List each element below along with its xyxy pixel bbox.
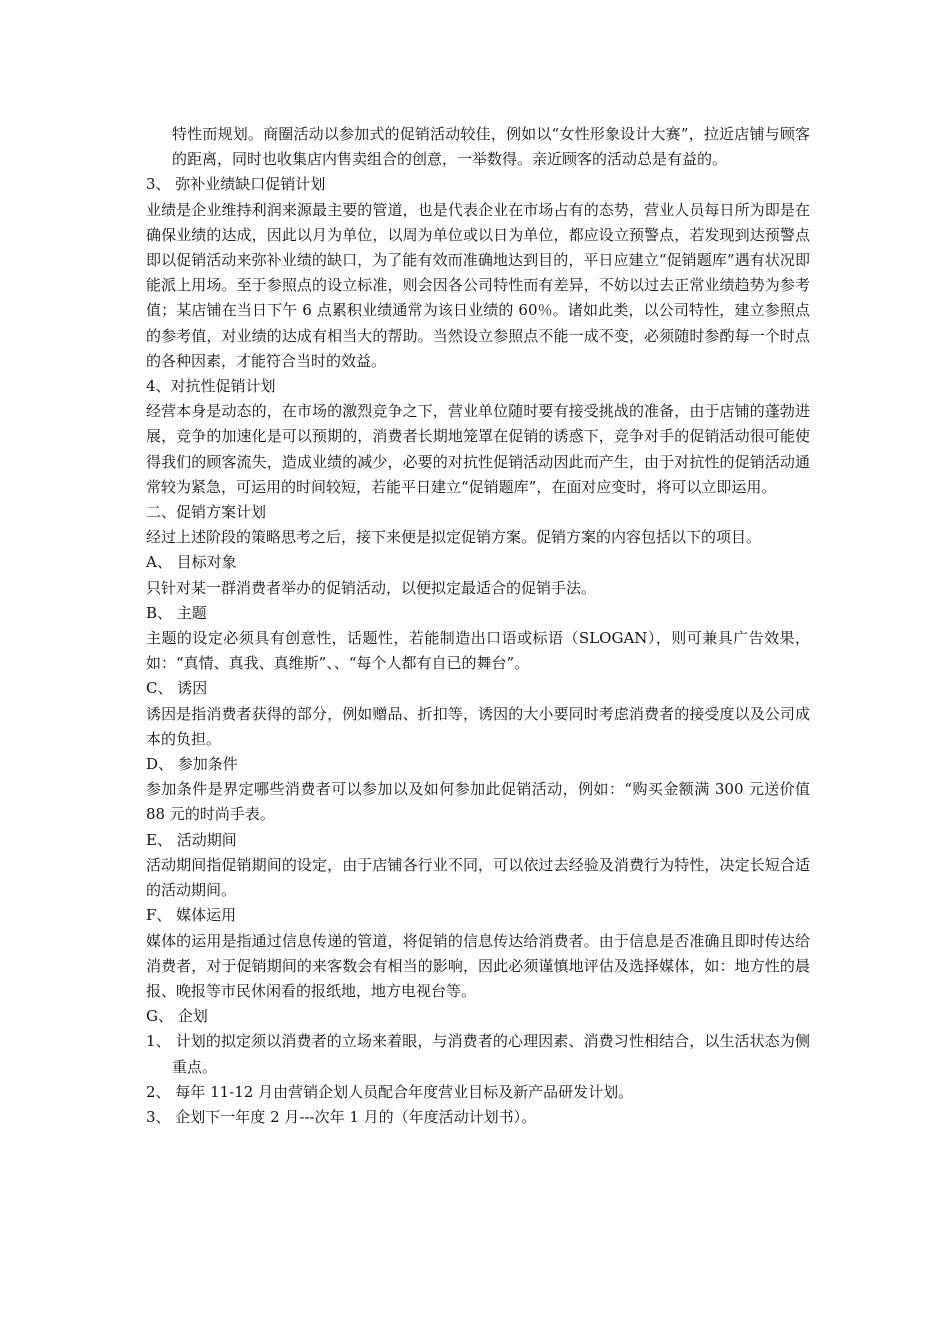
heading-a-target: A、 目标对象: [146, 553, 237, 572]
paragraph-f-media: 媒体的运用是指通过信息传递的管道，将促销的信息传达给消费者。由于信息是否准确且即时传达给消费者，对于促销期间的来客数会有相当的影响，因此必须谨慎地评估及选择媒体，如：地方性的晨报、晚报等市民休闲看的报纸地，地方电视台等。: [146, 931, 810, 1000]
paragraph-a-target: 只针对某一群消费者举办的促销活动，以便拟定最适合的促销手法。: [146, 578, 597, 597]
list-item-2: 2、 每年 11-12 月由营销企划人员配合年度营业目标及新产品研发计划。: [146, 1082, 634, 1101]
heading-f-media: F、 媒体运用: [146, 906, 237, 925]
heading-e-period: E、 活动期间: [146, 830, 237, 849]
list-item-3: 3、 企划下一年度 2 月---次年 1 月的（年度活动计划书）。: [146, 1107, 537, 1126]
heading-b-theme: B、 主题: [146, 603, 207, 622]
heading-promotion-plan: 二、促销方案计划: [146, 503, 267, 522]
heading-g-planning: G、 企划: [146, 1007, 208, 1026]
paragraph-gap-promotion: 业绩是企业维持利润来源最主要的管道，也是代表企业在市场占有的态势，营业人员每日所为即是在确保业绩的达成，因此以月为单位，以周为单位或以日为单位，都应设立预警点，若发现到达预警点即以促销活动来弥补业绩的缺口，为了能有效而准确地达到目的，平日应建立“促销题库”遇有状况即能派上用场。至于参照点的设立标准，则会因各公司特性而有差异，不妨以过去正常业绩趋势为参考值；某店铺在当日下午 6 点累积业绩通常为该日业绩的 60％。诸如此类，以公司特性，建立参照点的参考值，对业绩的达成有相当大的帮助。当然设立参照点不能一成不变，必须随时参酌每一个时点的各种因素，才能符合当时的效益。: [146, 200, 810, 370]
heading-3-gap-promotion: 3、 弥补业绩缺口促销计划: [146, 175, 326, 194]
paragraph-continuation: 特性而规划。商圈活动以参加式的促销活动较佳，例如以“女性形象设计大赛”，拉近店铺与顾客的距离，同时也收集店内售卖组合的创意，一举数得。亲近顾客的活动总是有益的。: [172, 125, 810, 169]
heading-d-conditions: D、 参加条件: [146, 755, 238, 774]
paragraph-counter-promotion: 经营本身是动态的，在市场的激烈竞争之下，营业单位随时要有接受挑战的准备，由于店铺的蓬勃进展，竞争的加速化是可以预期的，消费者长期地笼罩在促销的诱惑下，竞争对手的促销活动很可能使得我们的顾客流失，造成业绩的减少，必要的对抗性促销活动因此而产生，由于对抗性的促销活动通常较为紧急，可运用的时间较短，若能平日建立“促销题库”，在面对应变时，将可以立即运用。: [146, 402, 810, 496]
paragraph-promotion-plan: 经过上述阶段的策略思考之后，接下来便是拟定促销方案。促销方案的内容包括以下的项目。: [146, 528, 762, 547]
paragraph-d-conditions: 参加条件是界定哪些消费者可以参加以及如何参加此促销活动，例如：“购买金额满 300 元送价值 88 元的时尚手表。: [146, 780, 810, 824]
paragraph-c-incentive: 诱因是指消费者获得的部分，例如赠品、折扣等，诱因的大小要同时考虑消费者的接受度以及公司成本的负担。: [146, 704, 810, 748]
heading-c-incentive: C、 诱因: [146, 679, 208, 698]
paragraph-b-theme: 主题的设定必须具有创意性，话题性，若能制造出口语或标语（SLOGAN），则可兼具广告效果，如：“真情、真我、真维斯”、、“每个人都有自已的舞台”。: [146, 629, 810, 673]
heading-4-counter-promotion: 4、对抗性促销计划: [146, 377, 276, 396]
paragraph-e-period: 活动期间指促销期间的设定，由于店铺各行业不同，可以依过去经验及消费行为特性，决定长短合适的活动期间。: [146, 855, 810, 900]
list-item-1: 1、 计划的拟定须以消费者的立场来着眼，与消费者的心理因素、消费习性相结合，以生活状态为侧重点。: [146, 1032, 810, 1076]
document-page: [146, 122, 810, 1130]
